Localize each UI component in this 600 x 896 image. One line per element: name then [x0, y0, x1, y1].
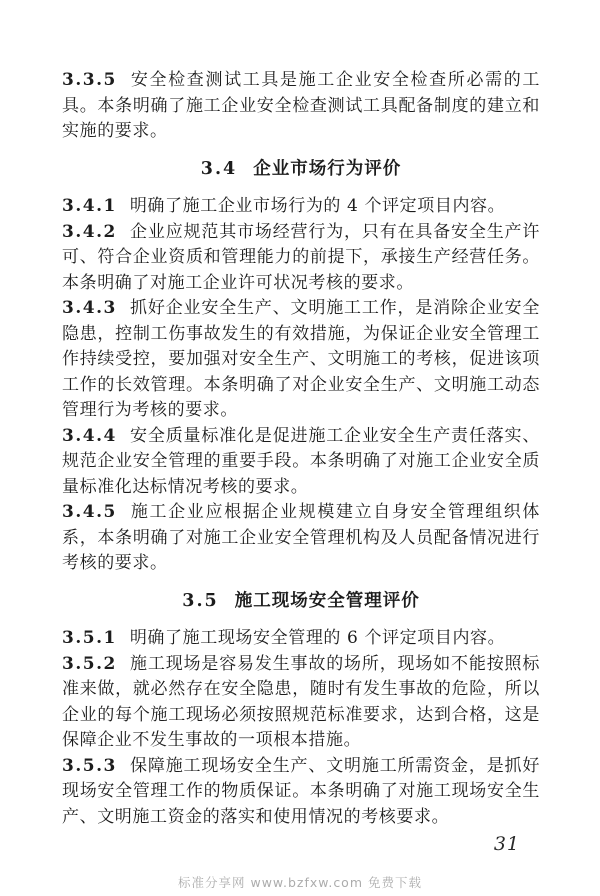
clause-number: 3.5.2 [62, 653, 117, 674]
clause-number: 3.4.2 [62, 221, 117, 242]
clause-3-4-1 [62, 194, 540, 220]
clause-text: 明确了施工现场安全管理的 6 个评定项目内容。 [129, 628, 506, 648]
clause-text: 安全质量标准化是促进施工企业安全生产责任落实、规范企业安全管理的重要手段。本条明确了对施工企业安全质量标准化达标情况考核的要求。 [62, 425, 540, 497]
clause-text: 企业应规范其市场经营行为，只有在具备安全生产许可、符合企业资质和管理能力的前提下，承接生产经营任务。本条明确了对施工企业许可状况考核的要求。 [62, 221, 540, 293]
clause-text: 施工企业应根据企业规模建立自身安全管理组织体系，本条明确了对施工企业安全管理机构及人员配备情况进行考核的要求。 [62, 502, 540, 573]
page-number: 31 [493, 833, 520, 855]
clause-3-5-3 [62, 754, 540, 831]
clause-text: 施工现场是容易发生事故的场所，现场如不能按照标准来做，就必然存在安全隐患，随时有发生事故的危险，所以企业的每个施工现场必须按照规范标准要求，达到合格，这是保障企业不发生事故的一项根本措施。 [62, 653, 540, 750]
section-number: 3.4 [200, 158, 238, 179]
clause-3-5-2 [62, 652, 540, 754]
clause-text: 安全检查测试工具是施工企业安全检查所必需的工具。本条明确了施工企业安全检查测试工具配备制度的建立和实施的要求。 [62, 70, 540, 141]
clause-text: 明确了施工企业市场行为的 4 个评定项目内容。 [129, 196, 506, 216]
clause-3-4-3 [62, 296, 540, 424]
clause-3-4-4 [62, 424, 540, 501]
clause-number: 3.4.1 [62, 196, 117, 216]
watermark-text: 标准分享网 www.bzfxw.com 免费下载 [178, 875, 422, 890]
section-title: 施工现场安全管理评价 [234, 590, 420, 611]
clause-number: 3.4.5 [62, 502, 117, 522]
section-heading-3-5 [62, 589, 540, 615]
clause-text: 抓好企业安全生产、文明施工工作，是消除企业安全隐患，控制工伤事故发生的有效措施，为保证企业安全管理工作持续受控，要加强对安全生产、文明施工的考核，促进该项工作的长效管理。本条明确了对企业安全生产、文明施工动态管理行为考核的要求。 [62, 298, 540, 420]
clause-number: 3.4.4 [62, 425, 117, 446]
clause-text: 保障施工现场安全生产、文明施工所需资金，是抓好现场安全管理工作的物质保证。本条明确了对施工现场安全生产、文明施工资金的落实和使用情况的考核要求。 [62, 755, 540, 827]
clause-3-4-5 [62, 500, 540, 577]
clause-3-4-2 [62, 220, 540, 297]
clause-number: 3.3.5 [62, 70, 117, 90]
clause-number: 3.4.3 [62, 298, 117, 318]
clause-number: 3.5.3 [62, 755, 117, 776]
page-content [62, 68, 540, 830]
clause-3-3-5 [62, 68, 540, 145]
section-number: 3.5 [182, 590, 219, 611]
clause-3-5-1 [62, 626, 540, 652]
section-heading-3-4 [62, 157, 540, 183]
clause-number: 3.5.1 [62, 628, 117, 648]
section-title: 企业市场行为评价 [253, 158, 402, 179]
